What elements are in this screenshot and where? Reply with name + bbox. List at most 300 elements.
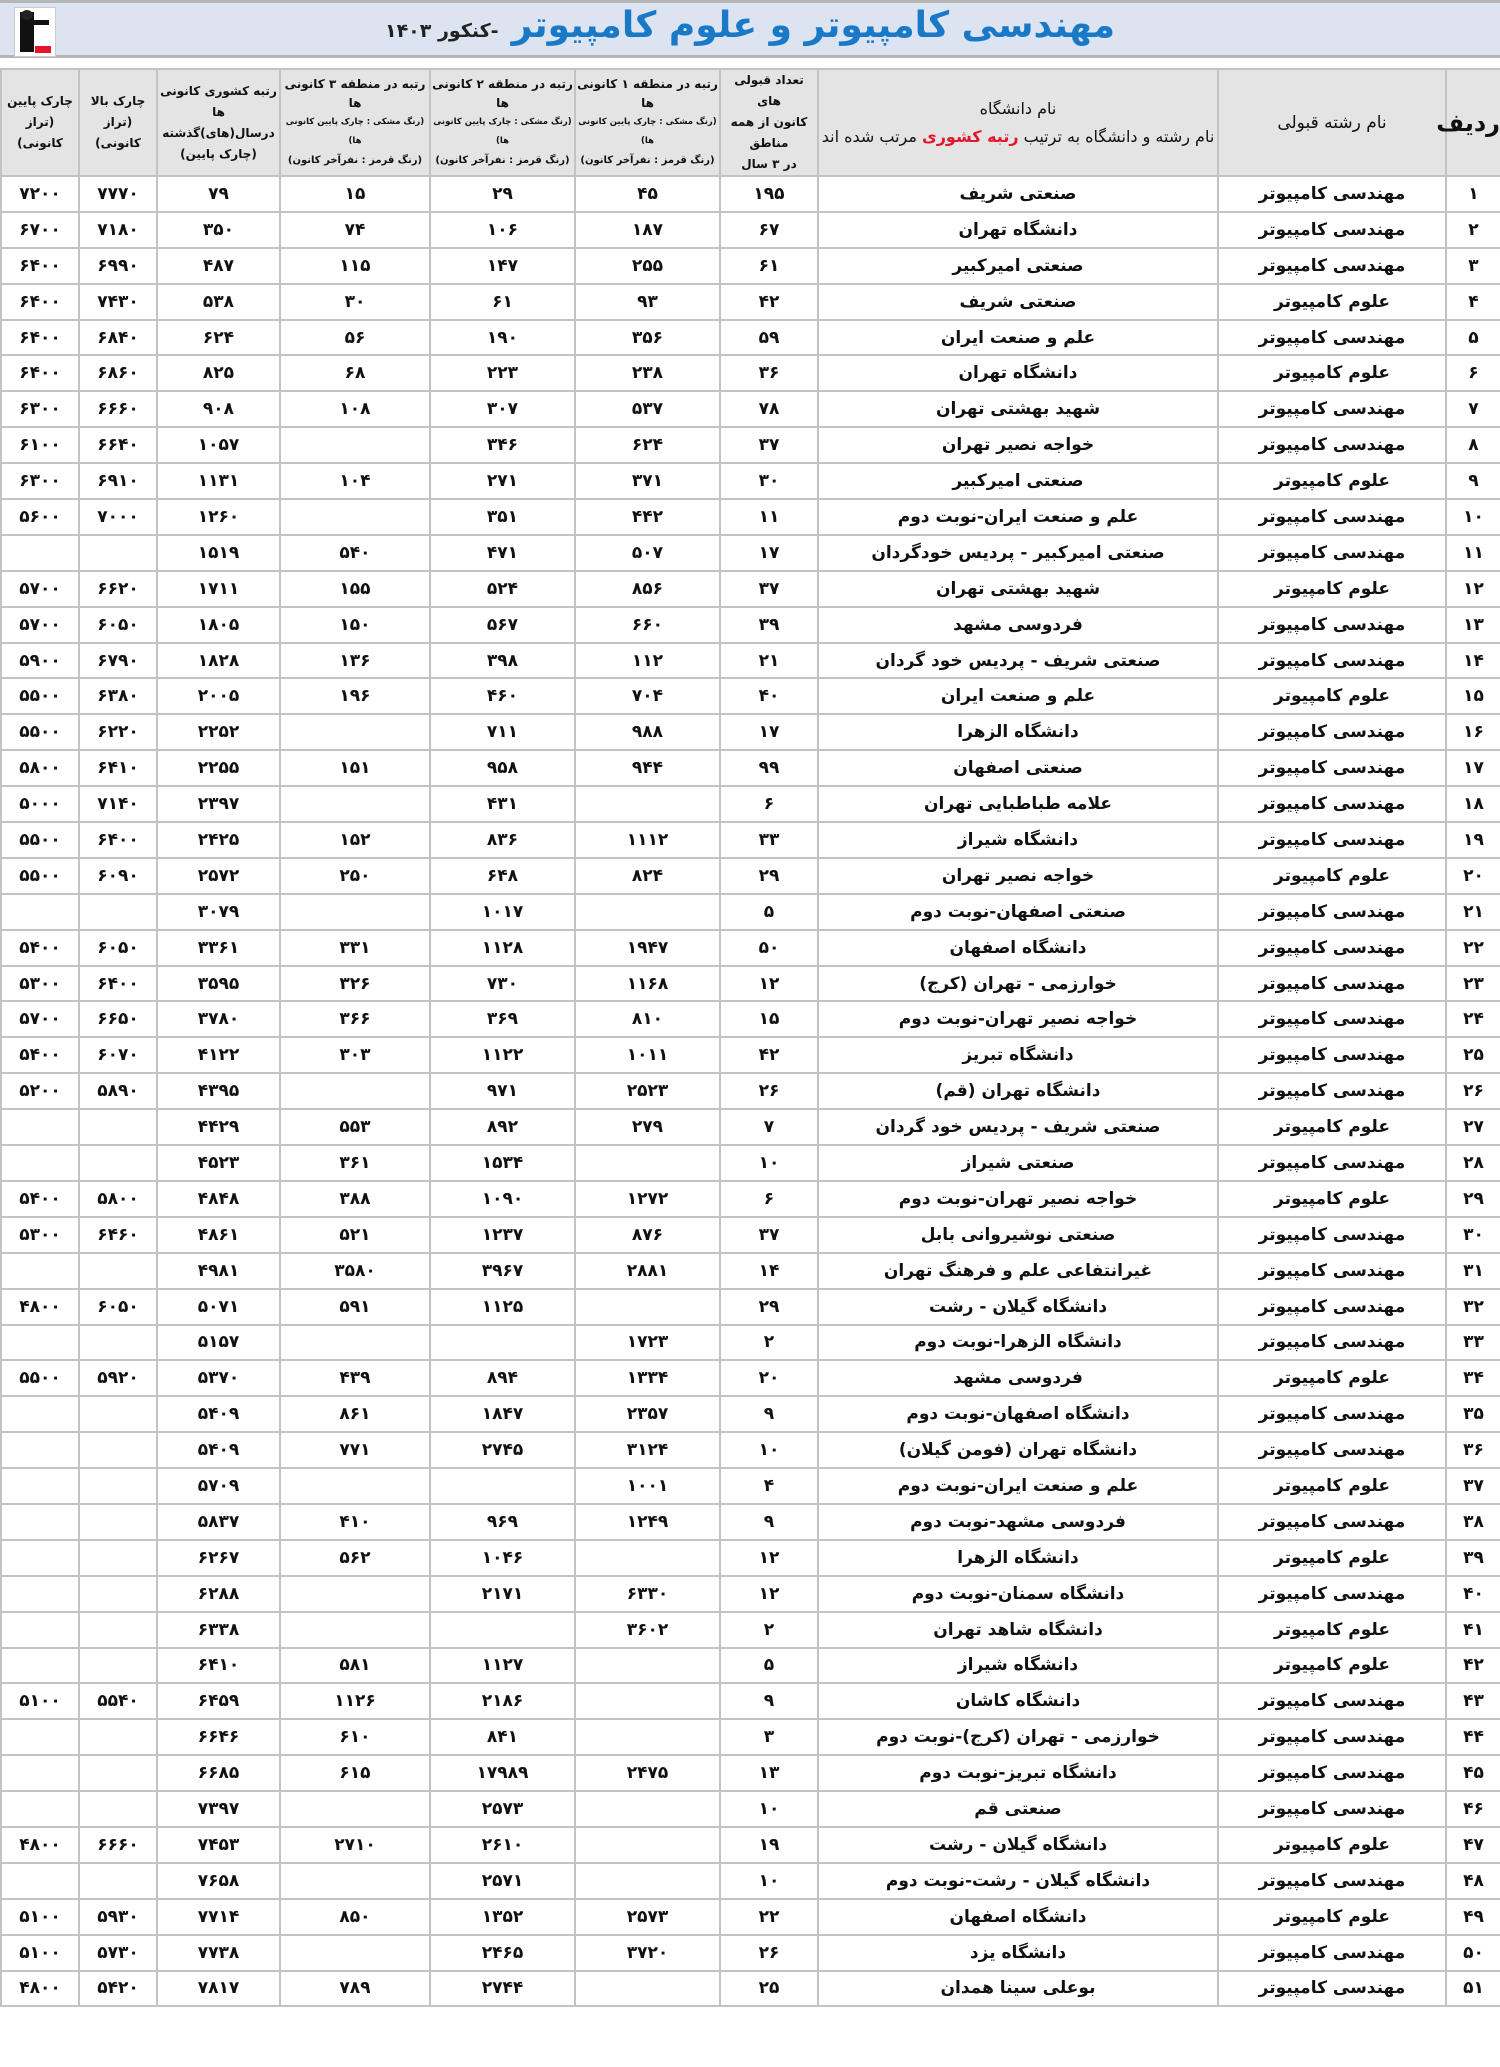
cell-national-rank: ۵۷۰۹ [157, 1468, 280, 1504]
cell-national-rank: ۶۲۴ [157, 320, 280, 356]
cell-upper-quartile: ۶۷۹۰ [79, 643, 157, 679]
nat-l1: رتبه کشوری کانونی ها [160, 83, 277, 119]
cell-count: ۳۷ [720, 571, 818, 607]
table-row [1, 1648, 1500, 1684]
cell-count: ۶۱ [720, 248, 818, 284]
cell-lower-quartile [1, 1791, 79, 1827]
cell-index: ۲۲ [1446, 930, 1500, 966]
cell-region1-rank: ۱۱۲ [575, 643, 720, 679]
cell-field: مهندسی کامپیوتر [1218, 607, 1446, 643]
cell-region3-rank: ۴۳۹ [280, 1360, 430, 1396]
cell-university: صنعتی شریف [818, 176, 1218, 212]
cell-field: مهندسی کامپیوتر [1218, 1073, 1446, 1109]
cell-region2-rank: ۱۰۴۶ [430, 1540, 575, 1576]
cell-region2-rank: ۷۳۰ [430, 966, 575, 1002]
table-row [1, 966, 1500, 1002]
cell-lower-quartile: ۵۹۰۰ [1, 643, 79, 679]
cell-upper-quartile: ۵۸۰۰ [79, 1181, 157, 1217]
cell-count: ۱۰ [720, 1863, 818, 1899]
cell-national-rank: ۴۱۲۲ [157, 1037, 280, 1073]
cell-count: ۱۲ [720, 1576, 818, 1612]
cell-count: ۵ [720, 1648, 818, 1684]
cell-region3-rank: ۸۵۰ [280, 1899, 430, 1935]
cell-upper-quartile: ۶۶۲۰ [79, 571, 157, 607]
cell-count: ۱۴ [720, 1253, 818, 1289]
cell-national-rank: ۶۲۶۷ [157, 1540, 280, 1576]
cell-count: ۷ [720, 1109, 818, 1145]
cell-field: مهندسی کامپیوتر [1218, 822, 1446, 858]
cell-upper-quartile: ۵۸۹۰ [79, 1073, 157, 1109]
cell-region2-rank: ۲۶۱۰ [430, 1827, 575, 1863]
cell-national-rank: ۷۴۵۳ [157, 1827, 280, 1863]
cell-lower-quartile: ۷۲۰۰ [1, 176, 79, 212]
cell-national-rank: ۳۳۶۱ [157, 930, 280, 966]
cell-count: ۲ [720, 1612, 818, 1648]
cell-field: علوم کامپیوتر [1218, 1612, 1446, 1648]
page-title [0, 5, 1500, 46]
cell-lower-quartile: ۵۴۰۰ [1, 1181, 79, 1217]
cell-university: صنعتی امیرکبیر - پردیس خودگردان [818, 535, 1218, 571]
cell-lower-quartile: ۵۵۰۰ [1, 714, 79, 750]
cell-lower-quartile [1, 535, 79, 571]
cell-region2-rank: ۱۸۴۷ [430, 1396, 575, 1432]
cell-university: دانشگاه تهران (فومن گیلان) [818, 1432, 1218, 1468]
cell-upper-quartile [79, 1325, 157, 1361]
cell-national-rank: ۳۵۹۵ [157, 966, 280, 1002]
cell-count: ۳۰ [720, 463, 818, 499]
cell-field: مهندسی کامپیوتر [1218, 391, 1446, 427]
cell-lower-quartile [1, 1145, 79, 1181]
count-l1: تعداد قبولی های [734, 73, 804, 108]
cell-region2-rank: ۲۷۴۴ [430, 1971, 575, 2007]
cell-count: ۹ [720, 1683, 818, 1719]
cell-region3-rank: ۳۰۳ [280, 1037, 430, 1073]
cell-university: دانشگاه تهران [818, 212, 1218, 248]
cell-upper-quartile: ۶۳۸۰ [79, 678, 157, 714]
cell-university: خواجه نصیر تهران [818, 427, 1218, 463]
cell-national-rank: ۱۷۱۱ [157, 571, 280, 607]
table-header-row [1, 69, 1500, 176]
col-header-upper-quartile [79, 69, 157, 176]
cell-index: ۲۳ [1446, 966, 1500, 1002]
cell-university: صنعتی امیرکبیر [818, 248, 1218, 284]
cell-index: ۳۸ [1446, 1504, 1500, 1540]
table-row [1, 714, 1500, 750]
table-row [1, 930, 1500, 966]
cell-lower-quartile: ۶۳۰۰ [1, 463, 79, 499]
cell-upper-quartile [79, 1468, 157, 1504]
cell-field: علوم کامپیوتر [1218, 355, 1446, 391]
cell-count: ۱۲ [720, 1540, 818, 1576]
cell-region3-rank: ۵۴۰ [280, 535, 430, 571]
cell-university: بوعلی سینا همدان [818, 1971, 1218, 2007]
cell-count: ۲ [720, 1325, 818, 1361]
cell-lower-quartile: ۵۳۰۰ [1, 1217, 79, 1253]
cell-university: علم و صنعت ایران-نوبت دوم [818, 1468, 1218, 1504]
cell-region2-rank: ۹۶۹ [430, 1504, 575, 1540]
cell-region3-rank [280, 1468, 430, 1504]
cell-region1-rank: ۸۲۴ [575, 858, 720, 894]
cell-university: صنعتی شیراز [818, 1145, 1218, 1181]
cell-lower-quartile: ۵۱۰۰ [1, 1935, 79, 1971]
cell-field: مهندسی کامپیوتر [1218, 786, 1446, 822]
cell-count: ۳۷ [720, 1217, 818, 1253]
cell-count: ۱۲ [720, 966, 818, 1002]
cell-upper-quartile: ۷۱۸۰ [79, 212, 157, 248]
cell-national-rank: ۹۰۸ [157, 391, 280, 427]
cell-region2-rank: ۴۷۱ [430, 535, 575, 571]
cell-count: ۵۰ [720, 930, 818, 966]
cell-university: صنعتی امیرکبیر [818, 463, 1218, 499]
cell-national-rank: ۵۴۰۹ [157, 1432, 280, 1468]
cell-region2-rank: ۱۵۳۴ [430, 1145, 575, 1181]
cell-index: ۴۸ [1446, 1863, 1500, 1899]
cell-index: ۹ [1446, 463, 1500, 499]
cell-region3-rank: ۵۶۲ [280, 1540, 430, 1576]
table-row [1, 212, 1500, 248]
count-l2: کانون از همه مناطق [730, 115, 808, 150]
cell-lower-quartile: ۵۸۰۰ [1, 750, 79, 786]
cell-region3-rank [280, 499, 430, 535]
cell-national-rank: ۷۳۹۷ [157, 1791, 280, 1827]
cell-field: علوم کامپیوتر [1218, 1648, 1446, 1684]
cell-count: ۹۹ [720, 750, 818, 786]
cell-region1-rank [575, 1289, 720, 1325]
cell-university: دانشگاه الزهرا [818, 714, 1218, 750]
cell-field: مهندسی کامپیوتر [1218, 427, 1446, 463]
table-row [1, 1612, 1500, 1648]
cell-university: صنعتی اصفهان [818, 750, 1218, 786]
cell-region1-rank: ۲۴۷۵ [575, 1755, 720, 1791]
cell-region1-rank: ۳۵۶ [575, 320, 720, 356]
cell-upper-quartile: ۶۶۵۰ [79, 1001, 157, 1037]
cell-region3-rank [280, 427, 430, 463]
cell-lower-quartile: ۵۵۰۰ [1, 678, 79, 714]
cell-university: دانشگاه شاهد تهران [818, 1612, 1218, 1648]
cell-region2-rank: ۲۷۴۵ [430, 1432, 575, 1468]
cell-region3-rank [280, 1073, 430, 1109]
cell-count: ۲۵ [720, 1971, 818, 2007]
cell-national-rank: ۶۶۴۶ [157, 1719, 280, 1755]
cell-upper-quartile [79, 1576, 157, 1612]
cell-region1-rank: ۱۸۷ [575, 212, 720, 248]
cell-lower-quartile: ۵۳۰۰ [1, 966, 79, 1002]
cell-index: ۳۷ [1446, 1468, 1500, 1504]
cell-index: ۲۴ [1446, 1001, 1500, 1037]
cell-region3-rank: ۳۶۶ [280, 1001, 430, 1037]
cell-count: ۳۷ [720, 427, 818, 463]
cell-index: ۲۹ [1446, 1181, 1500, 1217]
cell-upper-quartile: ۵۴۲۰ [79, 1971, 157, 2007]
cell-upper-quartile [79, 894, 157, 930]
cell-count: ۴ [720, 1468, 818, 1504]
cell-lower-quartile: ۵۱۰۰ [1, 1683, 79, 1719]
cell-region1-rank [575, 1145, 720, 1181]
cell-national-rank: ۵۸۳۷ [157, 1504, 280, 1540]
cell-field: مهندسی کامپیوتر [1218, 1253, 1446, 1289]
cell-region3-rank: ۶۱۰ [280, 1719, 430, 1755]
table-row [1, 1217, 1500, 1253]
cell-lower-quartile: ۵۴۰۰ [1, 1037, 79, 1073]
cell-region2-rank: ۱۴۷ [430, 248, 575, 284]
cell-index: ۷ [1446, 391, 1500, 427]
cell-university: فردوسی مشهد-نوبت دوم [818, 1504, 1218, 1540]
cell-index: ۴۴ [1446, 1719, 1500, 1755]
cell-index: ۳۱ [1446, 1253, 1500, 1289]
cell-lower-quartile: ۶۱۰۰ [1, 427, 79, 463]
cell-university: دانشگاه گیلان - رشت [818, 1289, 1218, 1325]
cell-region3-rank: ۳۵۸۰ [280, 1253, 430, 1289]
cell-lower-quartile: ۵۵۰۰ [1, 1360, 79, 1396]
cell-national-rank: ۲۳۹۷ [157, 786, 280, 822]
cell-index: ۳۵ [1446, 1396, 1500, 1432]
cell-index: ۱۵ [1446, 678, 1500, 714]
table-row [1, 894, 1500, 930]
cell-lower-quartile [1, 1109, 79, 1145]
cell-region1-rank [575, 1863, 720, 1899]
cell-field: مهندسی کامپیوتر [1218, 1755, 1446, 1791]
table-row [1, 1827, 1500, 1863]
cell-national-rank: ۱۸۰۵ [157, 607, 280, 643]
cell-field: مهندسی کامپیوتر [1218, 499, 1446, 535]
cell-field: مهندسی کامپیوتر [1218, 1037, 1446, 1073]
cell-region1-rank: ۵۳۷ [575, 391, 720, 427]
cell-university: خوارزمی - تهران (کرج) [818, 966, 1218, 1002]
cell-region2-rank: ۳۹۸ [430, 643, 575, 679]
cell-region1-rank: ۲۵۲۳ [575, 1073, 720, 1109]
table-row [1, 1791, 1500, 1827]
cell-count: ۵ [720, 894, 818, 930]
table-row [1, 786, 1500, 822]
cell-upper-quartile: ۶۸۴۰ [79, 320, 157, 356]
cell-upper-quartile [79, 1396, 157, 1432]
cell-region2-rank: ۱۱۲۸ [430, 930, 575, 966]
cell-region2-rank: ۷۱۱ [430, 714, 575, 750]
cell-lower-quartile: ۶۳۰۰ [1, 391, 79, 427]
table-row [1, 1325, 1500, 1361]
cell-index: ۴۷ [1446, 1827, 1500, 1863]
cell-region1-rank: ۶۶۰ [575, 607, 720, 643]
cell-lower-quartile: ۵۷۰۰ [1, 1001, 79, 1037]
table-row [1, 176, 1500, 212]
cell-region1-rank: ۱۹۴۷ [575, 930, 720, 966]
cell-count: ۲۰ [720, 1360, 818, 1396]
cell-index: ۲۱ [1446, 894, 1500, 930]
cell-field: مهندسی کامپیوتر [1218, 320, 1446, 356]
cell-region2-rank: ۱۰۶ [430, 212, 575, 248]
cell-upper-quartile [79, 1791, 157, 1827]
cell-lower-quartile [1, 894, 79, 930]
cell-index: ۳۰ [1446, 1217, 1500, 1253]
cell-region1-rank: ۲۳۸ [575, 355, 720, 391]
cell-region2-rank: ۸۹۲ [430, 1109, 575, 1145]
cell-count: ۱۹۵ [720, 176, 818, 212]
cell-region2-rank: ۹۷۱ [430, 1073, 575, 1109]
cell-count: ۲۶ [720, 1935, 818, 1971]
col-header-university-note [819, 123, 1217, 151]
table-row [1, 1253, 1500, 1289]
cell-region3-rank: ۱۵ [280, 176, 430, 212]
cell-region2-rank: ۹۵۸ [430, 750, 575, 786]
cell-lower-quartile: ۶۴۰۰ [1, 248, 79, 284]
cell-region3-rank: ۵۸۱ [280, 1648, 430, 1684]
cell-national-rank: ۵۳۷۰ [157, 1360, 280, 1396]
cell-national-rank: ۵۰۷۱ [157, 1289, 280, 1325]
cell-university: دانشگاه سمنان-نوبت دوم [818, 1576, 1218, 1612]
table-row [1, 391, 1500, 427]
cell-national-rank: ۵۳۸ [157, 284, 280, 320]
cell-region1-rank [575, 1971, 720, 2007]
table-row [1, 1181, 1500, 1217]
cell-region2-rank: ۲۹ [430, 176, 575, 212]
cell-field: مهندسی کامپیوتر [1218, 1289, 1446, 1325]
cell-national-rank: ۴۴۲۹ [157, 1109, 280, 1145]
cell-national-rank: ۴۸۷ [157, 248, 280, 284]
table-row [1, 1145, 1500, 1181]
cell-field: علوم کامپیوتر [1218, 858, 1446, 894]
col-header-university [818, 69, 1218, 176]
table-row [1, 1396, 1500, 1432]
cell-region2-rank: ۸۴۱ [430, 1719, 575, 1755]
cell-region1-rank [575, 1719, 720, 1755]
cell-upper-quartile [79, 1504, 157, 1540]
cell-region3-rank: ۱۵۵ [280, 571, 430, 607]
cell-university: علامه طباطبایی تهران [818, 786, 1218, 822]
col-header-region3 [280, 69, 430, 176]
cell-lower-quartile: ۵۷۰۰ [1, 607, 79, 643]
cell-region1-rank: ۷۰۴ [575, 678, 720, 714]
cell-region1-rank [575, 1791, 720, 1827]
cell-region1-rank: ۳۷۲۰ [575, 1935, 720, 1971]
cell-upper-quartile: ۶۶۶۰ [79, 391, 157, 427]
cell-count: ۱۰ [720, 1145, 818, 1181]
cell-field: مهندسی کامپیوتر [1218, 1217, 1446, 1253]
note-highlight: رتبه کشوری [922, 126, 1019, 146]
admissions-table [0, 68, 1500, 2007]
cell-region1-rank: ۹۳ [575, 284, 720, 320]
cell-count: ۱۳ [720, 1755, 818, 1791]
cell-lower-quartile: ۵۵۰۰ [1, 822, 79, 858]
cell-national-rank: ۲۰۰۵ [157, 678, 280, 714]
cell-university: صنعتی قم [818, 1791, 1218, 1827]
cell-region3-rank: ۳۰ [280, 284, 430, 320]
cell-region2-rank: ۳۰۷ [430, 391, 575, 427]
cell-lower-quartile: ۵۷۰۰ [1, 571, 79, 607]
cell-national-rank: ۴۹۸۱ [157, 1253, 280, 1289]
table-row [1, 1109, 1500, 1145]
cell-region2-rank: ۶۱ [430, 284, 575, 320]
cell-lower-quartile: ۵۱۰۰ [1, 1899, 79, 1935]
cell-region2-rank: ۱۱۲۵ [430, 1289, 575, 1325]
cell-upper-quartile [79, 1863, 157, 1899]
cell-region1-rank: ۶۳۳۰ [575, 1576, 720, 1612]
cell-field: مهندسی کامپیوتر [1218, 248, 1446, 284]
cell-lower-quartile [1, 1719, 79, 1755]
cell-region2-rank: ۱۳۵۲ [430, 1899, 575, 1935]
cell-region1-rank: ۳۱۲۴ [575, 1432, 720, 1468]
cell-index: ۲۷ [1446, 1109, 1500, 1145]
cell-region3-rank: ۳۶۱ [280, 1145, 430, 1181]
cell-lower-quartile: ۶۴۰۰ [1, 320, 79, 356]
cell-index: ۲ [1446, 212, 1500, 248]
table-row [1, 1971, 1500, 2007]
cell-national-rank: ۲۲۵۲ [157, 714, 280, 750]
cell-field: مهندسی کامپیوتر [1218, 1719, 1446, 1755]
cell-national-rank: ۱۲۶۰ [157, 499, 280, 535]
cell-region1-rank: ۱۱۱۲ [575, 822, 720, 858]
cell-field: مهندسی کامپیوتر [1218, 643, 1446, 679]
cell-national-rank: ۱۵۱۹ [157, 535, 280, 571]
cell-university: دانشگاه تبریز-نوبت دوم [818, 1755, 1218, 1791]
cell-lower-quartile: ۴۸۰۰ [1, 1971, 79, 2007]
cell-count: ۹ [720, 1396, 818, 1432]
cell-university: دانشگاه یزد [818, 1935, 1218, 1971]
cell-region2-rank: ۲۱۸۶ [430, 1683, 575, 1719]
table-row [1, 1504, 1500, 1540]
cell-index: ۱۷ [1446, 750, 1500, 786]
cell-field: علوم کامپیوتر [1218, 1109, 1446, 1145]
col-header-lower-quartile [1, 69, 79, 176]
cell-lower-quartile [1, 1432, 79, 1468]
cell-index: ۱۲ [1446, 571, 1500, 607]
cell-region2-rank: ۳۴۶ [430, 427, 575, 463]
cell-university: دانشگاه تهران [818, 355, 1218, 391]
cell-region2-rank: ۳۵۱ [430, 499, 575, 535]
cell-national-rank: ۶۶۸۵ [157, 1755, 280, 1791]
table-row [1, 607, 1500, 643]
cell-university: صنعتی شریف [818, 284, 1218, 320]
cell-national-rank: ۷۷۱۴ [157, 1899, 280, 1935]
table-row [1, 535, 1500, 571]
cell-region2-rank: ۱۰۱۷ [430, 894, 575, 930]
cell-index: ۱۳ [1446, 607, 1500, 643]
cell-index: ۳۴ [1446, 1360, 1500, 1396]
cell-count: ۲۶ [720, 1073, 818, 1109]
cell-index: ۵۱ [1446, 1971, 1500, 2007]
cell-region3-rank: ۷۷۱ [280, 1432, 430, 1468]
cell-index: ۳۳ [1446, 1325, 1500, 1361]
qh-l1: چارک بالا [90, 94, 146, 108]
cell-count: ۶۷ [720, 212, 818, 248]
table-row [1, 1360, 1500, 1396]
table-row [1, 1576, 1500, 1612]
cell-national-rank: ۷۷۳۸ [157, 1935, 280, 1971]
table-row [1, 750, 1500, 786]
r3-l3: (رنگ قرمز : نفرآخر کانون) [287, 155, 423, 166]
cell-upper-quartile [79, 1109, 157, 1145]
cell-field: مهندسی کامپیوتر [1218, 1325, 1446, 1361]
cell-index: ۲۶ [1446, 1073, 1500, 1109]
title-bar [0, 0, 1500, 58]
cell-count: ۹ [720, 1504, 818, 1540]
cell-upper-quartile: ۶۰۵۰ [79, 1289, 157, 1325]
cell-upper-quartile: ۵۹۳۰ [79, 1899, 157, 1935]
cell-region3-rank [280, 786, 430, 822]
cell-national-rank: ۶۲۸۸ [157, 1576, 280, 1612]
cell-field: علوم کامپیوتر [1218, 1181, 1446, 1217]
cell-index: ۴۶ [1446, 1791, 1500, 1827]
cell-region1-rank: ۵۰۷ [575, 535, 720, 571]
cell-region3-rank [280, 1935, 430, 1971]
col-header-region2 [430, 69, 575, 176]
cell-upper-quartile: ۷۷۷۰ [79, 176, 157, 212]
cell-count: ۱۷ [720, 714, 818, 750]
cell-region3-rank: ۵۶ [280, 320, 430, 356]
cell-region3-rank: ۴۱۰ [280, 1504, 430, 1540]
cell-upper-quartile [79, 1648, 157, 1684]
table-row [1, 1073, 1500, 1109]
cell-region1-rank [575, 1648, 720, 1684]
